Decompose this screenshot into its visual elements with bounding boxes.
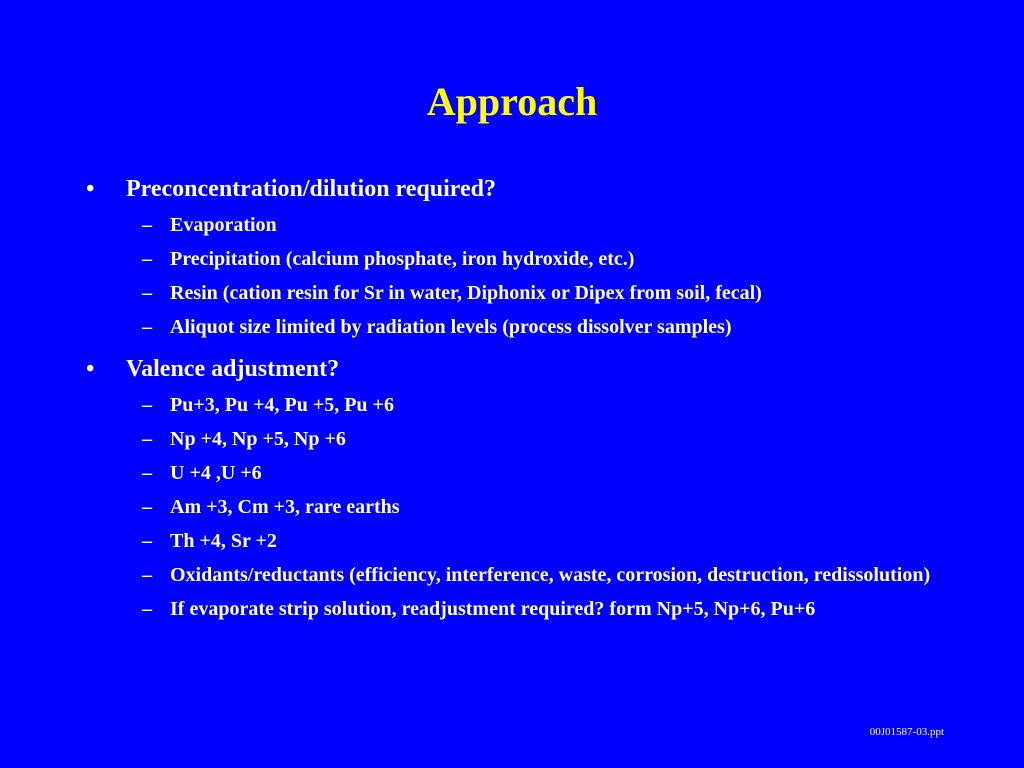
sub-mark: – xyxy=(142,462,152,484)
sub-text: Pu+3, Pu +4, Pu +5, Pu +6 xyxy=(170,394,394,416)
sub-mark: – xyxy=(142,496,152,518)
sub-mark: – xyxy=(142,282,152,304)
sub-item xyxy=(86,245,966,274)
bullet-text: Valence adjustment? xyxy=(126,356,340,382)
sub-item xyxy=(86,493,966,522)
sub-mark: – xyxy=(142,316,152,338)
sub-item xyxy=(86,595,966,624)
sub-text: Aliquot size limited by radiation levels (process dissolver samples) xyxy=(170,316,732,338)
sub-mark: – xyxy=(142,214,152,236)
sub-item xyxy=(86,527,966,556)
sub-mark: – xyxy=(142,598,152,620)
sub-mark: – xyxy=(142,564,152,586)
sub-mark: – xyxy=(142,428,152,450)
sub-mark: – xyxy=(142,394,152,416)
sub-item xyxy=(86,279,966,308)
bullet-mark: • xyxy=(86,176,95,202)
sub-item xyxy=(86,391,966,420)
sub-list-valence xyxy=(86,391,966,624)
sub-text: Np +4, Np +5, Np +6 xyxy=(170,428,346,450)
sub-mark: – xyxy=(142,530,152,552)
sub-mark: – xyxy=(142,248,152,270)
bullet-text: Preconcentration/dilution required? xyxy=(126,176,496,202)
sub-list-preconcentration xyxy=(86,211,966,342)
sub-text: U +4 ,U +6 xyxy=(170,462,262,484)
sub-item xyxy=(86,425,966,454)
bullet-preconcentration xyxy=(86,172,966,206)
sub-text: If evaporate strip solution, readjustment required? form Np+5, Np+6, Pu+6 xyxy=(170,598,816,620)
bullet-valence xyxy=(86,352,966,386)
sub-item xyxy=(86,211,966,240)
file-name-footer: 00J01587-03.ppt xyxy=(869,726,944,738)
sub-item xyxy=(86,313,966,342)
sub-text: Am +3, Cm +3, rare earths xyxy=(170,496,400,518)
sub-text: Oxidants/reductants (efficiency, interference, waste, corrosion, destruction, redissolution) xyxy=(170,564,931,586)
slide-title: Approach xyxy=(426,79,598,124)
sub-item xyxy=(86,459,966,488)
sub-item xyxy=(86,561,966,590)
sub-text: Th +4, Sr +2 xyxy=(170,530,277,552)
sub-text: Evaporation xyxy=(170,214,277,236)
bullet-mark: • xyxy=(86,356,95,382)
slide-content xyxy=(86,172,966,624)
sub-text: Resin (cation resin for Sr in water, Diphonix or Dipex from soil, fecal) xyxy=(170,282,762,304)
sub-text: Precipitation (calcium phosphate, iron hydroxide, etc.) xyxy=(170,248,635,270)
